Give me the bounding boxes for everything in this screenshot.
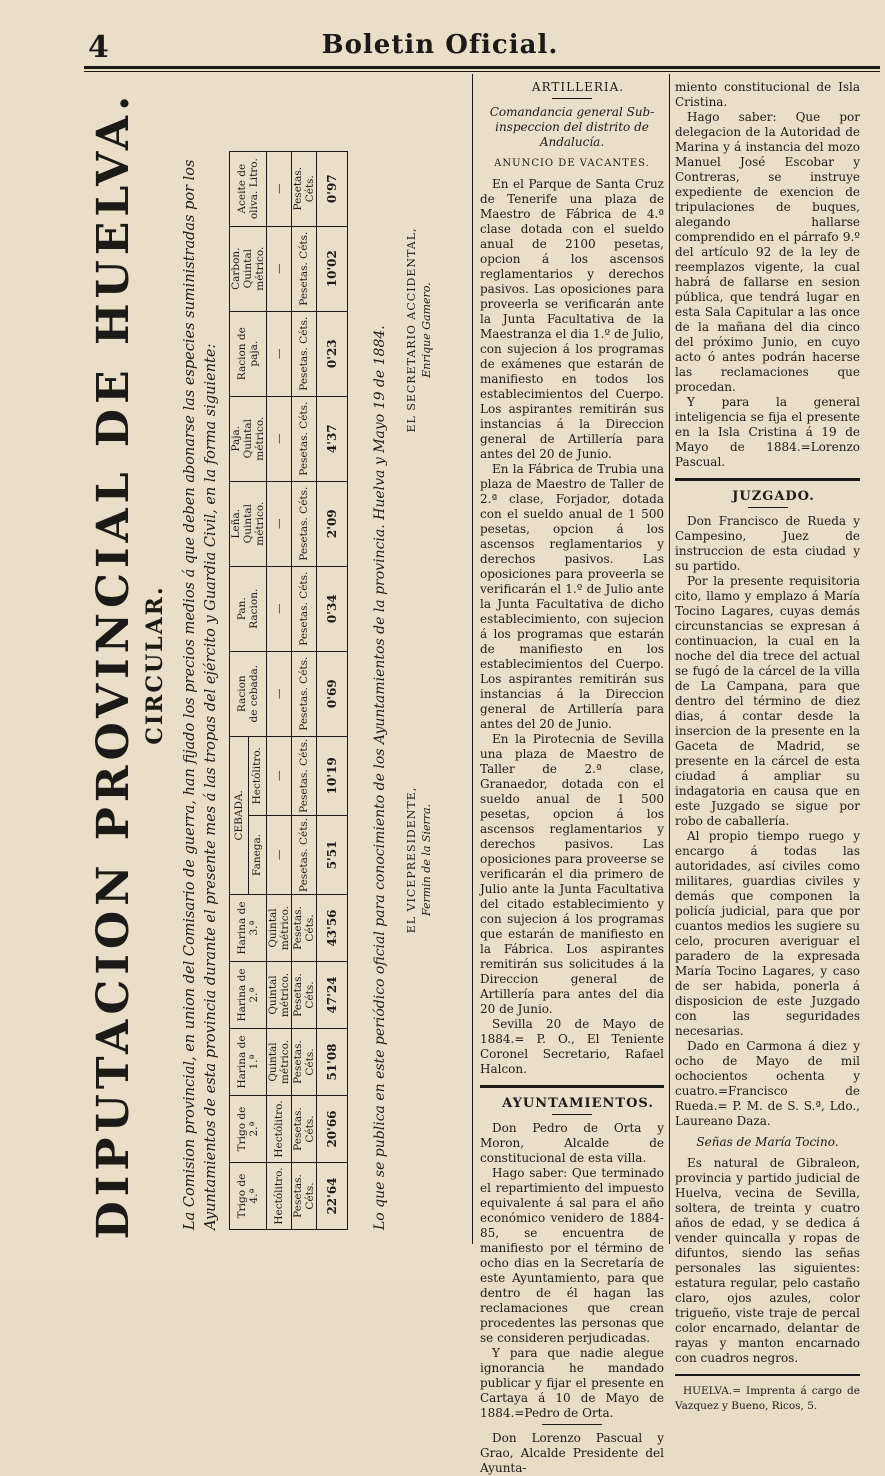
paragraph: Es natural de Gibraleon, provincia y partido judicial de Huelva, vecina de Sevilla, soltera, de treinta y cuatro años de edad, y se dedica á vender quincalla y ropas de difuntos, siendo las señas personales las siguientes: estatura regular, pelo castaño claro, ojos azules, color trigueño, viste traje de percal color encarnado, delantar de rayas y manton encarnado con cuadros negros. bbox=[675, 1156, 860, 1365]
divider bbox=[542, 1424, 602, 1425]
section-rule bbox=[675, 1374, 860, 1376]
value-cell: 10'02 bbox=[317, 226, 348, 311]
table-row bbox=[230, 151, 249, 1229]
value-cell: 2'09 bbox=[317, 481, 348, 566]
unit-cell: Pesetas. Céts. bbox=[292, 962, 317, 1029]
page-title: Boletin Oficial. bbox=[321, 30, 559, 60]
artilleria-kicker: ANUNCIO DE VACANTES. bbox=[494, 158, 650, 169]
paragraph: En el Parque de Santa Cruz de Tenerife una plaza de Maestro de Fábrica de 4.ª clase dotada con el sueldo anual de 2100 pesetas, opcion á los ascensos reglamentarios y derechos pasivos. Las oposiciones para proveerla se verificarán ante la Junta Facultativa de la Maestranza el dia 1.º de Julio, con sujecion á los programas de exámenes que estarán de manifiesto en todos los establecimientos del Cuerpo. Los aspirantes remitirán sus instancias á la Direccion general de Artillería para antes del 20 de Junio. bbox=[480, 177, 664, 461]
section-rule bbox=[675, 478, 860, 481]
unit-cell: Pesetas. Céts. bbox=[292, 396, 317, 481]
paragraph: Don Lorenzo Pascual y Grao, Alcalde Presidente del Ayunta- bbox=[480, 1431, 664, 1475]
paragraph: Dado en Carmona á diez y ocho de Mayo de mil ochocientos ochenta y cuatro.=Francisco de Rueda.= P. M. de S. S.ª, Ldo., Laureano Daza. bbox=[675, 1039, 860, 1128]
value-cell: 20'66 bbox=[317, 1096, 348, 1163]
circular-intro: La Comision provincial, en union del Comisario de guerra, han fijado los precios medios á que deben abonarse las especies suministradas por los Ayuntamientos de esta provincia durante el presente mes á las tropas del ejército y Guardia Civil, en la forma siguiente: bbox=[182, 159, 219, 1230]
prices-table bbox=[229, 151, 348, 1230]
sub-header-cell: Quintal métrico. bbox=[267, 895, 292, 962]
paragraph: Y para que nadie alegue ignorancia he mandado publicar y fijar el presente en Cartaya á 10 de Mayo de 1884.=Pedro de Orta. bbox=[480, 1346, 664, 1420]
paragraph: En la Fábrica de Trubia una plaza de Maestro de Taller de 2.ª clase, Forjador, dotada con el sueldo anual de 1 500 pesetas, opcion á los ascensos reglamentarios y derechos pasivos. Las oposiciones para proveerla se verificarán el 1.º de Julio ante la Junta Facultativa de dicho establecimiento, con sujecion á los programas que estarán de manifiesto en los establecimientos del Cuerpo. Los aspirantes remitirán sus instancias á la Direccion general de Artillería para antes del 20 de Junio. bbox=[480, 462, 664, 731]
column-right bbox=[675, 80, 860, 1414]
table-row bbox=[267, 151, 292, 1229]
table-row-values bbox=[317, 151, 348, 1229]
header-cell: Leña. Quintal métrico. bbox=[230, 481, 267, 566]
paragraph: miento constitucional de Isla Cristina. bbox=[675, 80, 860, 109]
sub-header-cell: — bbox=[267, 151, 292, 226]
table-row bbox=[292, 151, 317, 1229]
value-cell: 51'08 bbox=[317, 1029, 348, 1096]
header-cell: Paja. Quintal métrico. bbox=[230, 396, 267, 481]
section-rule bbox=[480, 1085, 664, 1088]
sub-header-cell: Quintal métrico. bbox=[267, 962, 292, 1029]
unit-cell: Pesetas. Céts. bbox=[292, 311, 317, 396]
juzgado-title: JUZGADO. bbox=[732, 489, 815, 504]
header-cell: Racion de cebada. bbox=[230, 651, 267, 736]
column-divider bbox=[472, 74, 473, 1244]
sub-header-cell: — bbox=[267, 311, 292, 396]
paragraph: En la Pirotecnia de Sevilla una plaza de Maestro de Taller de 2.ª clase, Granaedor, dotada con el sueldo anual de 1 500 pesetas, opcion á los ascensos reglamentarios y derechos pasivos. Las oposiciones para proveerse se verificarán el dia primero de Julio ante la Junta Facultativa del citado establecimiento y con sujecion á los programas que estarán de manifiesto en la Fábrica. Los aspirantes remitirán sus solicitudes á la Direccion general de Artillería para antes del dia 20 de Junio. bbox=[480, 732, 664, 1016]
circular-footer: Lo que se publica en este periódico oficial para conocimiento de los Ayuntamientos de la provincia. Huelva y Mayo 19 de 1884. bbox=[372, 325, 388, 1230]
senas-title: Señas de María Tocino. bbox=[696, 1135, 839, 1149]
divider bbox=[552, 98, 592, 99]
paragraph: Hago saber: Que por delegacion de la Autoridad de Marina y á instancia del mozo Manuel José Escobar y Contreras, se instruye expediente de exencion de tripulaciones de buques, alegando hallarse comprendido en el párrafo 9.º del artículo 92 de la ley de reemplazos vigente, la cual habrá de fallarse en sesion pública, que tendrá lugar en esta Sala Capitular a las once de la mañana del dia cinco del próximo Junio, en cuyo acto ó antes podrán hacerse las reclamaciones que procedan. bbox=[675, 110, 860, 394]
header-cell: Harina de 1.ª bbox=[230, 1029, 267, 1096]
unit-cell: Pesetas. Céts. bbox=[292, 1163, 317, 1230]
paragraph: Y para la general inteligencia se fija el presente en la Isla Cristina á 19 de Mayo de 1884.=Lorenzo Pascual. bbox=[675, 395, 860, 469]
header-cell: Racion de paja. bbox=[230, 311, 267, 396]
signature-secretario: EL SECRETARIO ACCIDENTAL, Enrique Gamero. bbox=[405, 227, 433, 433]
divider bbox=[748, 507, 788, 508]
paragraph: Hago saber: Que terminado el repartimiento del impuesto equivalente á sal para el año económico venidero de 1884-85, se encuentra de manifiesto por el término de ocho dias en la Secretaría de este Ayuntamiento, para que dentro de él hagan las reclamaciones que crean procedentes las personas que se consideren perjudicadas. bbox=[480, 1166, 664, 1345]
column-divider bbox=[669, 74, 670, 1244]
paragraph: Don Pedro de Orta y Moron, Alcalde de constitucional de esta villa. bbox=[480, 1121, 664, 1165]
sub-header-cell: Hectólitro. bbox=[267, 1096, 292, 1163]
sub-header-cell: — bbox=[267, 566, 292, 651]
sub-header-cell: — bbox=[267, 481, 292, 566]
sub-header-cell: — bbox=[267, 651, 292, 736]
sub-header-cell: Quintal métrico. bbox=[267, 1029, 292, 1096]
value-cell: 0'97 bbox=[317, 151, 348, 226]
divider bbox=[552, 1114, 592, 1115]
circular-title: DIPUTACION PROVINCIAL DE HUELVA. bbox=[88, 90, 139, 1240]
unit-cell: Pesetas. Céts. bbox=[292, 1029, 317, 1096]
value-cell: 4'37 bbox=[317, 396, 348, 481]
unit-cell: Pesetas. Céts. bbox=[292, 815, 317, 894]
value-cell: 0'69 bbox=[317, 651, 348, 736]
value-cell: 22'64 bbox=[317, 1163, 348, 1230]
unit-cell: Pesetas. Céts. bbox=[292, 1096, 317, 1163]
artilleria-title: ARTILLERIA. bbox=[531, 80, 625, 94]
circular-subtitle: CIRCULAR. bbox=[142, 585, 168, 745]
paragraph: Sevilla 20 de Mayo de 1884.= P. O., El Teniente Coronel Secretario, Rafael Halcon. bbox=[480, 1017, 664, 1076]
header-cell: Aceite de oliva. Litro. bbox=[230, 151, 267, 226]
column-middle bbox=[480, 80, 664, 1476]
unit-cell: Pesetas. Céts. bbox=[292, 566, 317, 651]
header-cell: Trigo de 2.ª bbox=[230, 1096, 267, 1163]
header-cell: CEBADA. bbox=[230, 736, 249, 894]
page-number: 4 bbox=[88, 30, 109, 65]
unit-cell: Pesetas. Céts. bbox=[292, 226, 317, 311]
artilleria-subtitle: Comandancia general Sub-inspeccion del distrito de Andalucía. bbox=[489, 105, 655, 149]
header-cell: Pan. Racion. bbox=[230, 566, 267, 651]
value-cell: 10'19 bbox=[317, 736, 348, 815]
header-cell: Carbon. Quintal métrico. bbox=[230, 226, 267, 311]
paragraph: Don Francisco de Rueda y Campesino, Juez de instruccion de esta ciudad y su partido. bbox=[675, 514, 860, 573]
unit-cell: Pesetas. Céts. bbox=[292, 895, 317, 962]
paragraph: Por la presente requisitoria cito, llamo y emplazo á María Tocino Lagares, cuyas demás circunstancias se expresan á continuacion, la cual en la noche del dia trece del actual se fugó de la cárcel de la villa de La Campana, para que dentro del término de diez dias, á contar desde la insercion de la presente en la Gaceta de Madrid, se presente en la cárcel de esta ciudad á ampliar su indagatoria en causa que en este Juzgado se sigue por robo de caballería. bbox=[675, 574, 860, 828]
header-cell: Hectólitro. bbox=[248, 736, 267, 815]
unit-cell: Pesetas. Céts. bbox=[292, 736, 317, 815]
header-cell: Harina de 2.ª bbox=[230, 962, 267, 1029]
header-cell: Trigo de 4.ª bbox=[230, 1163, 267, 1230]
circular-block bbox=[84, 80, 464, 1250]
sub-header-cell: — bbox=[267, 226, 292, 311]
paragraph: Al propio tiempo ruego y encargo á todas las autoridades, así civiles como militares, guardias civiles y demás que componen la policía judicial, para que por cuantos medios les sugiere su celo, procuren averiguar el paradero de la expresada María Tocino Lagares, y caso de ser habida, ponerla á disposicion de este Juzgado con las seguridades necesarias. bbox=[675, 829, 860, 1038]
sub-header-cell: — bbox=[267, 815, 292, 894]
header-rule bbox=[84, 66, 880, 69]
unit-cell: Pesetas. Céts. bbox=[292, 151, 317, 226]
value-cell: 47'24 bbox=[317, 962, 348, 1029]
sub-header-cell: — bbox=[267, 396, 292, 481]
ayuntamientos-title: AYUNTAMIENTOS. bbox=[502, 1096, 654, 1111]
sub-header-cell: Hectólitro. bbox=[267, 1163, 292, 1230]
value-cell: 0'23 bbox=[317, 311, 348, 396]
sub-header-cell: — bbox=[267, 736, 292, 815]
value-cell: 0'34 bbox=[317, 566, 348, 651]
header-cell: Fanega. bbox=[248, 815, 267, 894]
value-cell: 5'51 bbox=[317, 815, 348, 894]
unit-cell: Pesetas. Céts. bbox=[292, 481, 317, 566]
signature-vicepresidente: EL VICEPRESIDENTE, Fermin de la Sierra. bbox=[405, 786, 433, 934]
header-cell: Harina de 3.ª bbox=[230, 895, 267, 962]
imprint: HUELVA.= Imprenta á cargo de Vazquez y Bueno, Ricos, 5. bbox=[675, 1385, 860, 1412]
header-rule-thin bbox=[84, 71, 880, 72]
value-cell: 43'56 bbox=[317, 895, 348, 962]
unit-cell: Pesetas. Céts. bbox=[292, 651, 317, 736]
